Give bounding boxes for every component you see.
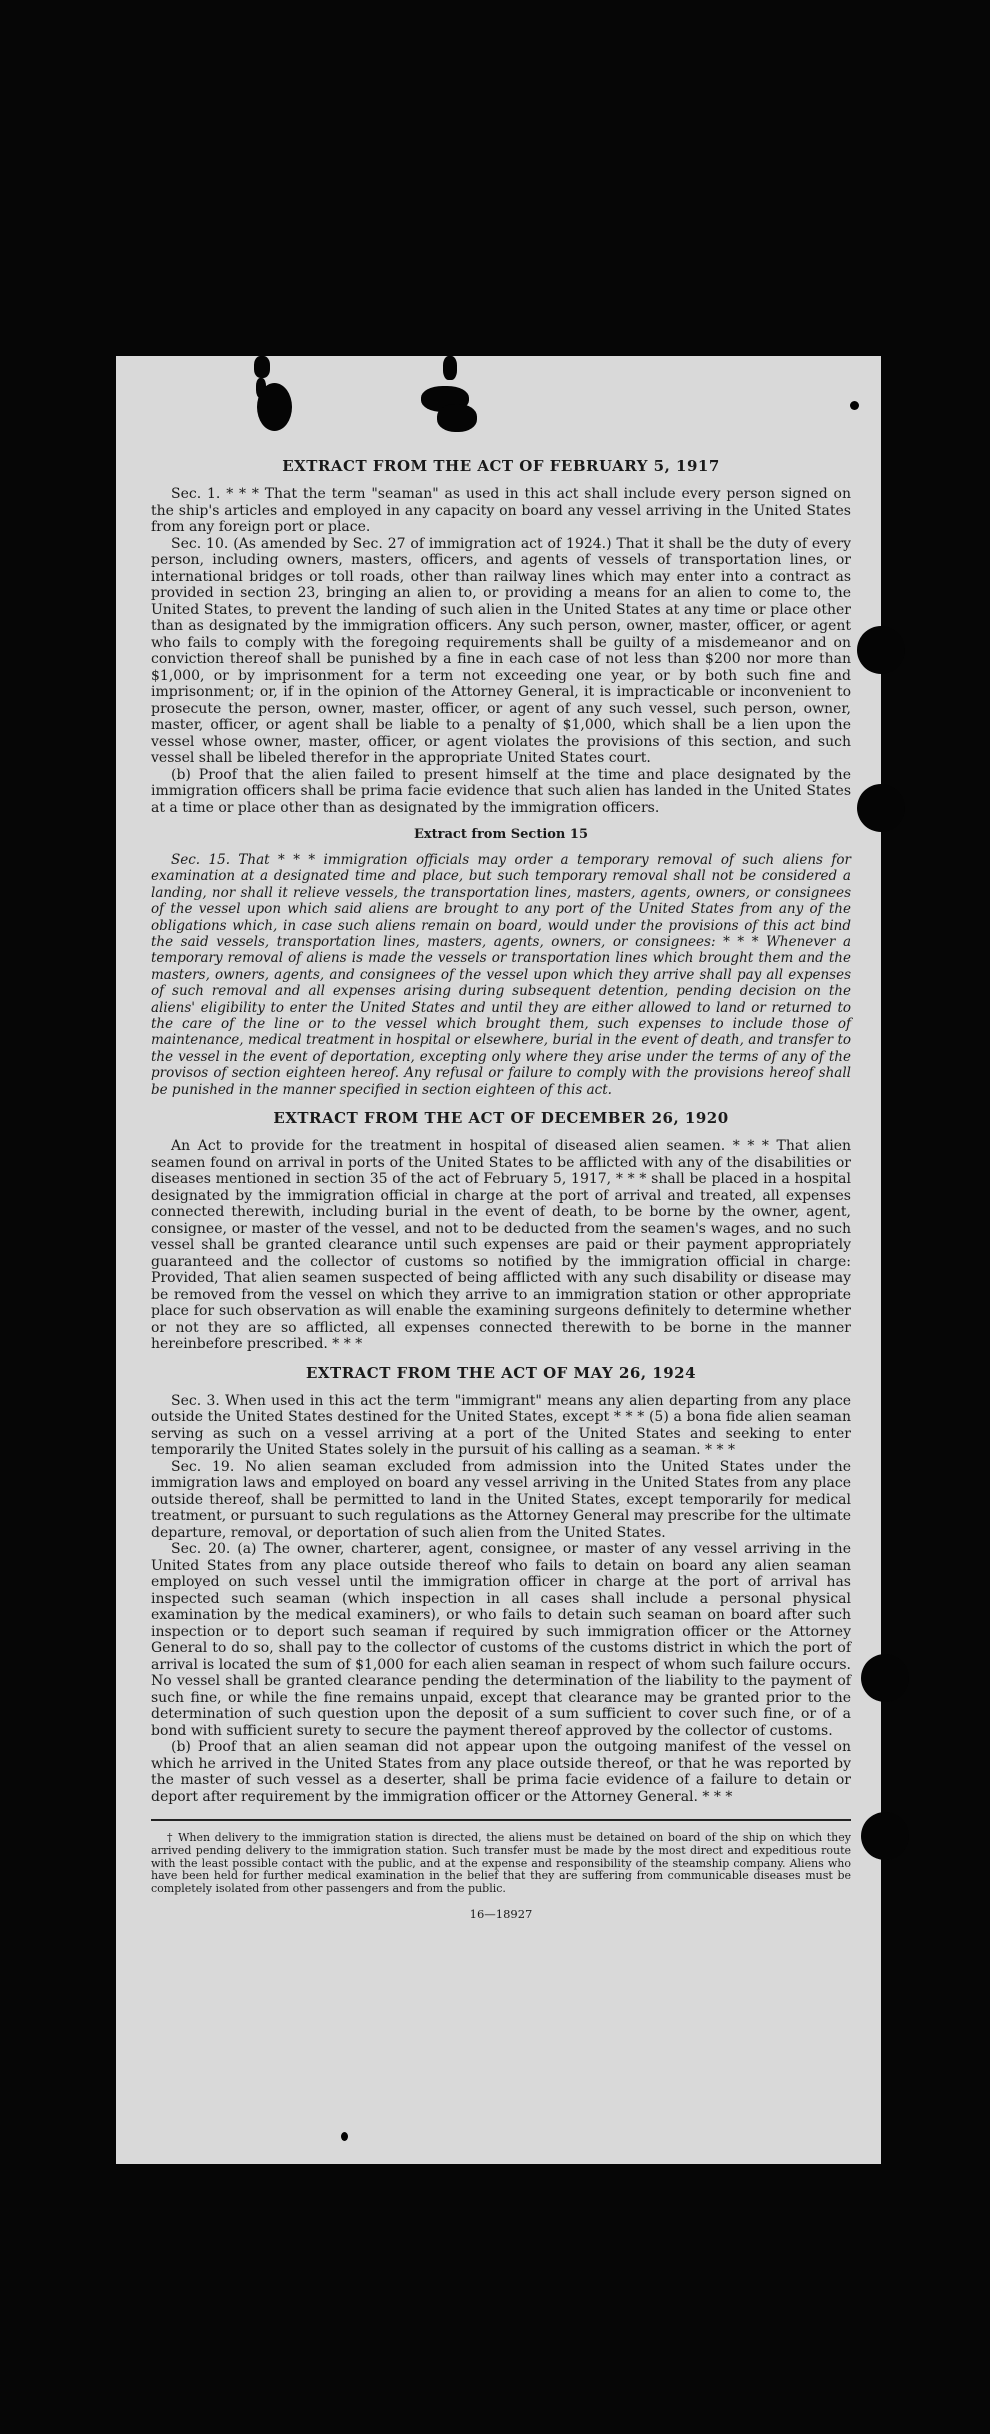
section-15	[151, 852, 851, 1098]
hole-punch	[861, 1654, 909, 1702]
section-subheading: Extract from Section 15	[413, 827, 589, 842]
hole-punch	[861, 1812, 909, 1860]
paragraph: (b) Proof that the alien failed to present himself at the time and place designated by the immigration officers shall be prima facie evidence that such alien has landed in the United States at a time or place other than as designated by the immigration officers.	[151, 766, 851, 816]
paragraph: An Act to provide for the treatment in hospital of diseased alien seamen. * * * That alien seamen found on arrival in ports of the United States to be afflicted with any of the disabilities or diseases mentioned in section 35 of the act of February 5, 1917, * * * shall be placed in a hospital designated by the immigration official in charge at the port of arrival and treated, all expenses connected therewith, including burial in the event of death, to be borne by the owner, agent, consignee, or master of the vessel, and not to be deducted from the seamen's wages, and no such vessel shall be granted clearance until such expenses are paid or their payment appropriately guaranteed and the collector of customs so notified by the immigration official in charge: Provided, That alien seamen suspected of being afflicted with any such disability or disease may be removed from the vessel on which they arrive to an immigration station or other appropriate place for such observation as will enable the examining surgeons definitely to determine whether or not they are so afflicted, all expenses connected therewith to be borne in the manner hereinbefore prescribed. * * *	[151, 1138, 851, 1353]
form-number: 16—18927	[469, 1907, 533, 1922]
ink-blot	[850, 401, 859, 410]
section-heading: EXTRACT FROM THE ACT OF FEBRUARY 5, 1917	[282, 457, 720, 475]
section-1917	[151, 486, 851, 816]
section-heading: EXTRACT FROM THE ACT OF DECEMBER 26, 1920	[273, 1109, 729, 1128]
ink-blot	[443, 356, 457, 380]
ink-blot	[257, 383, 292, 431]
footnote: † When delivery to the immigration station is directed, the aliens must be detained on board of the ship on which they arrived pending delivery to the immigration station. Such transfer must be made by the most direct and expeditious route with the least possible contact with the public, and at the expense and responsibility of the steamship company. Aliens who have been held for further medical examination in the belief that they are suffering from communicable diseases must be completely isolated from other passengers and from the public.	[151, 1831, 851, 1896]
section-heading: EXTRACT FROM THE ACT OF MAY 26, 1924	[305, 1363, 697, 1382]
paragraph: Sec. 15. That * * * immigration officials may order a temporary removal of such aliens for examination at a designated time and place, but such temporary removal shall not be considered a landing, nor shall it relieve vessels, the transportation lines, masters, agents, owners, or consignees of the vessel upon which said aliens are brought to any port of the United States from any of the obligations which, in case such aliens remain on board, would under the provisions of this act bind the said vessels, transportation lines, masters, agents, owners, or consignees: * * * Whenever a temporary removal of aliens is made the vessels or transportation lines which brought them and the masters, owners, agents, and consignees of the vessel upon which they arrive shall pay all expenses of such removal and all expenses arising during subsequent detention, pending decision on the aliens' eligibility to enter the United States and until they are either allowed to land or returned to the care of the line or to the vessel which brought them, such expenses to include those of maintenance, medical treatment in hospital or elsewhere, burial in the event of death, and transfer to the vessel in the event of deportation, excepting only where they arise under the terms of any of the provisos of section eighteen hereof. Any refusal or failure to comply with the provisions hereof shall be punished in the manner specified in section eighteen of this act.	[151, 852, 851, 1098]
divider	[151, 1819, 851, 1821]
section-1924	[151, 1393, 851, 1806]
paragraph: Sec. 3. When used in this act the term "immigrant" means any alien departing from any place outside the United States destined for the United States, except * * * (5) a bona fide alien seaman serving as such on a vessel arriving at a port of the United States and seeking to enter temporarily the United States solely in the pursuit of his calling as a seaman. * * *	[151, 1392, 851, 1459]
hole-punch	[857, 626, 905, 674]
document-page	[116, 356, 881, 2164]
paragraph: Sec. 20. (a) The owner, charterer, agent, consignee, or master of any vessel arriving in the United States from any place outside thereof who fails to detain on board any alien seaman employed on such vessel until the immigration officer in charge at the port of arrival has inspected such seaman (which inspection in all cases shall include a personal physical examination by the medical examiners), or who fails to detain such seaman on board after such inspection or to deport such seaman if required by such immigration officer or the Attorney General to do so, shall pay to the collector of customs of the customs district in which the port of arrival is located the sum of $1,000 for each alien seaman in respect of whom such failure occurs. No vessel shall be granted clearance pending the determination of the liability to the payment of such fine, or while the fine remains unpaid, except that clearance may be granted prior to the determination of such question upon the deposit of a sum sufficient to cover such fine, or of a bond with sufficient surety to secure the payment thereof approved by the collector of customs.	[151, 1541, 851, 1739]
document-text	[151, 456, 851, 1921]
section-1920	[151, 1138, 851, 1353]
ink-blot	[437, 404, 477, 432]
ink-blot	[254, 356, 270, 378]
paragraph: Sec. 1. * * * That the term "seaman" as used in this act shall include every person signed on the ship's articles and employed in any capacity on board any vessel arriving in the United States from any foreign port or place.	[151, 486, 851, 535]
hole-punch	[857, 784, 905, 832]
paragraph: (b) Proof that an alien seaman did not appear upon the outgoing manifest of the vessel on which he arrived in the United States from any place outside thereof, or that he was reported by the master of such vessel as a deserter, shall be prima facie evidence of a failure to detain or deport after requirement by the immigration officer or the Attorney General. * * *	[151, 1739, 851, 1805]
paragraph: Sec. 19. No alien seaman excluded from admission into the United States under the immigration laws and employed on board any vessel arriving in the United States from any place outside thereof, shall be permitted to land in the United States, except temporarily for medical treatment, or pursuant to such regulations as the Attorney General may prescribe for the ultimate departure, removal, or deportation of such alien from the United States.	[151, 1458, 851, 1541]
ink-blot	[341, 2132, 348, 2141]
paragraph: Sec. 10. (As amended by Sec. 27 of immigration act of 1924.) That it shall be the duty of every person, including owners, masters, officers, and agents of vessels of transportation lines, or international bridges or toll roads, other than railway lines which may enter into a contract as provided in section 23, bringing an alien to, or providing a means for an alien to come to, the United States, to prevent the landing of such alien in the United States at any time or place other than as designated by the immigration officers. Any such person, owner, master, officer, or agent who fails to comply with the foregoing requirements shall be guilty of a misdemeanor and on conviction thereof shall be punished by a fine in each case of not less than $200 nor more than $1,000, or by imprisonment for a term not exceeding one year, or by both such fine and imprisonment; or, if in the opinion of the Attorney General, it is impracticable or inconvenient to prosecute the person, owner, master, officer, or agent of any such vessel, such person, owner, master, officer, or agent shall be liable to a penalty of $1,000, which shall be a lien upon the vessel whose owner, master, officer, or agent violates the provisions of this section, and such vessel shall be libeled therefor in the appropriate United States court.	[151, 535, 851, 766]
